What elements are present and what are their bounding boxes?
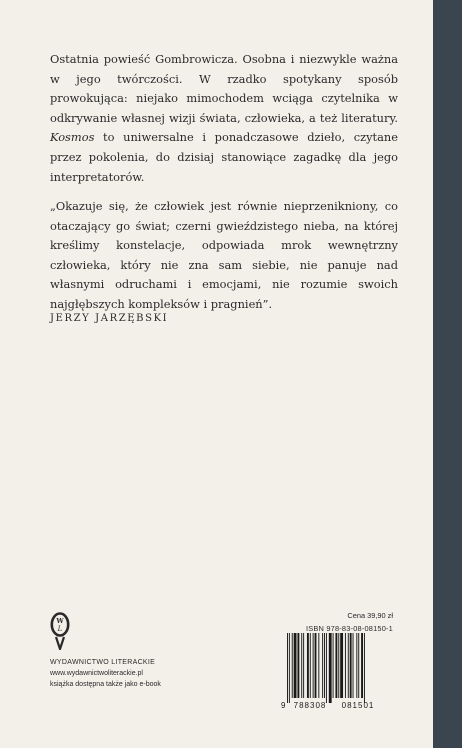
barcode-bar — [294, 633, 297, 698]
barcode-bar — [307, 633, 309, 698]
barcode-bar — [289, 633, 290, 703]
barcode-bar — [313, 633, 314, 698]
barcode-bar — [292, 633, 293, 698]
price-label: Cena 39,90 zł — [347, 611, 393, 620]
blurb-text-before: Ostatnia powieść Gombrowicza. Osobna i niezwykle ważna w jego twórczości. W rzadko spotykany sposób prowokująca: niejako mimochodem wciąga czytelnika w odkrywanie własnej wizji świata, człowieka, a też literatury. — [50, 52, 398, 125]
barcode-bar — [358, 633, 359, 698]
blurb-paragraph — [50, 50, 398, 187]
barcode-bar — [356, 633, 357, 698]
publisher-info — [50, 657, 161, 690]
barcode-first-digit: 9 — [281, 701, 286, 709]
barcode-bar — [333, 633, 334, 698]
publisher-website: www.wydawnictwoliterackie.pl — [50, 670, 143, 677]
barcode-bar — [315, 633, 317, 698]
barcode-bar — [324, 633, 325, 698]
barcode — [277, 633, 395, 709]
barcode-bar — [326, 633, 327, 703]
barcode-bar — [287, 633, 288, 703]
ebook-note: książka dostępna także jako e-book — [50, 681, 161, 688]
barcode-bar — [361, 633, 363, 698]
svg-text:L: L — [57, 625, 63, 633]
barcode-bar — [310, 633, 311, 698]
barcode-bar — [340, 633, 343, 698]
barcode-bar — [350, 633, 352, 698]
svg-text:W: W — [56, 617, 64, 625]
barcode-bar — [322, 633, 323, 698]
barcode-bar — [353, 633, 354, 698]
barcode-right-digits: 081501 — [341, 701, 375, 709]
barcode-bar — [348, 633, 349, 698]
barcode-bar — [318, 633, 319, 698]
barcode-bar — [329, 633, 332, 703]
blurb-text-after: to uniwersalne i ponadczasowe dzieło, czytane przez pokolenia, do dzisiaj stanowiące zagadkę dla jego interpretatorów. — [50, 130, 398, 184]
quote-author: JERZY JARZĘBSKI — [50, 313, 169, 324]
publisher-name: WYDAWNICTWO LITERACKIE — [50, 659, 156, 666]
barcode-left-digits: 788308 — [293, 701, 327, 709]
barcode-bars — [287, 633, 365, 703]
barcode-bar — [338, 633, 339, 698]
book-title: Kosmos — [50, 130, 95, 145]
barcode-bar — [301, 633, 302, 698]
barcode-bar — [345, 633, 346, 698]
quote-text: „Okazuje się, że człowiek jest równie nieprzenikniony, co otaczający go świat; czerni gwieździstego nieba, na której kreślimy konstelacje, odpowiada mrok wewnętrzny człowieka, który nie zna sam siebie, nie panuje nad własnymi odruchami i emocjami, nie rozumie swoich najgłębszych kompleksów i pragnień”. — [50, 199, 398, 311]
quote-paragraph — [50, 197, 398, 315]
barcode-bar — [297, 633, 299, 698]
barcode-bar — [335, 633, 337, 698]
spine-strip — [433, 0, 462, 748]
barcode-bar — [303, 633, 304, 698]
isbn-label: ISBN 978-83-08-08150-1 — [306, 624, 393, 633]
wl-logo-icon — [50, 612, 70, 650]
barcode-bar — [364, 633, 365, 703]
